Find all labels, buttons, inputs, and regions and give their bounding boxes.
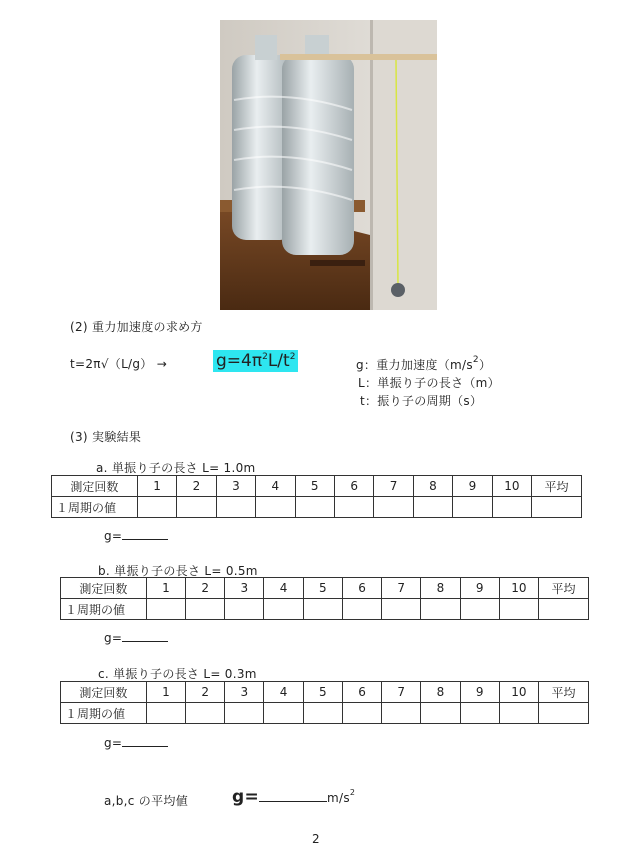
value-cell[interactable] — [382, 703, 421, 724]
average-cell[interactable] — [539, 599, 589, 620]
value-cell[interactable] — [499, 599, 538, 620]
table-header-row — [52, 476, 582, 497]
legend-L: L：単振り子の長さ（m） — [358, 376, 500, 390]
legend-g-close: ） — [478, 358, 492, 372]
average-cell[interactable] — [539, 703, 589, 724]
value-cell[interactable] — [216, 497, 255, 518]
table-c-g — [104, 736, 168, 750]
header-cell: 2 — [186, 578, 225, 599]
value-cell[interactable] — [186, 703, 225, 724]
value-cell[interactable] — [295, 497, 334, 518]
header-cell: 測定回数 — [61, 578, 147, 599]
table-header-row — [61, 578, 589, 599]
results-table-a — [51, 475, 582, 518]
formula-exponent: 2 — [262, 352, 268, 362]
header-cell: 5 — [303, 578, 342, 599]
header-cell: 3 — [225, 578, 264, 599]
section2-heading: (2) 重力加速度の求め方 — [70, 320, 203, 334]
header-cell: 3 — [225, 682, 264, 703]
header-cell: 7 — [382, 578, 421, 599]
g-label: g= — [104, 529, 123, 543]
pendulum-photo — [220, 20, 437, 310]
row-label: １周期の値 — [61, 599, 147, 620]
value-cell[interactable] — [264, 599, 303, 620]
value-cell[interactable] — [342, 599, 381, 620]
value-cell[interactable] — [421, 599, 460, 620]
legend-g — [356, 356, 491, 373]
table-row — [61, 703, 589, 724]
gravity-formula-highlight — [213, 350, 298, 372]
section3-heading: (3) 実験結果 — [70, 430, 142, 444]
value-cell[interactable] — [460, 703, 499, 724]
table-header-row — [61, 682, 589, 703]
legend-g-exponent: 2 — [472, 355, 479, 365]
table-a-caption: a. 単振り子の長さ L= 1.0m — [96, 461, 256, 475]
header-cell: 測定回数 — [52, 476, 138, 497]
value-cell[interactable] — [492, 497, 531, 518]
header-cell: 8 — [421, 578, 460, 599]
header-cell: 10 — [492, 476, 531, 497]
value-cell[interactable] — [421, 703, 460, 724]
row-label: １周期の値 — [52, 497, 138, 518]
value-cell[interactable] — [303, 599, 342, 620]
g-label: g= — [104, 631, 123, 645]
g-answer-blank[interactable] — [122, 641, 168, 642]
page-number: 2 — [312, 832, 320, 846]
header-cell: 2 — [177, 476, 216, 497]
average-g-blank[interactable] — [259, 801, 327, 802]
value-cell[interactable] — [225, 599, 264, 620]
table-c-caption: c. 単振り子の長さ L= 0.3m — [98, 667, 257, 681]
header-cell: 10 — [499, 682, 538, 703]
value-cell[interactable] — [146, 599, 185, 620]
results-table-b — [60, 577, 589, 620]
value-cell[interactable] — [342, 703, 381, 724]
header-cell: 7 — [374, 476, 413, 497]
average-label: a,b,c の平均値 — [104, 794, 189, 808]
value-cell[interactable] — [256, 497, 295, 518]
value-cell[interactable] — [382, 599, 421, 620]
formula-part: g=4π — [216, 351, 263, 371]
value-cell[interactable] — [460, 599, 499, 620]
table-b-caption: b. 単振り子の長さ L= 0.5m — [98, 564, 258, 578]
header-cell: 10 — [499, 578, 538, 599]
header-cell: 3 — [216, 476, 255, 497]
header-cell: 5 — [303, 682, 342, 703]
header-cell: 4 — [256, 476, 295, 497]
header-cell: 6 — [334, 476, 373, 497]
header-cell: 8 — [421, 682, 460, 703]
value-cell[interactable] — [186, 599, 225, 620]
value-cell[interactable] — [499, 703, 538, 724]
g-answer-blank[interactable] — [122, 539, 168, 540]
header-cell: 4 — [264, 578, 303, 599]
header-cell: 測定回数 — [61, 682, 147, 703]
value-cell[interactable] — [225, 703, 264, 724]
table-a-g — [104, 529, 168, 543]
formula-exponent: 2 — [289, 352, 296, 362]
header-cell: 1 — [137, 476, 176, 497]
header-cell: 8 — [413, 476, 452, 497]
value-cell[interactable] — [264, 703, 303, 724]
header-cell: 9 — [460, 682, 499, 703]
header-cell: 9 — [453, 476, 492, 497]
header-cell: 1 — [146, 682, 185, 703]
value-cell[interactable] — [177, 497, 216, 518]
average-unit-exponent: 2 — [349, 788, 356, 797]
row-label: １周期の値 — [61, 703, 147, 724]
value-cell[interactable] — [453, 497, 492, 518]
g-answer-blank[interactable] — [122, 746, 168, 747]
average-cell[interactable] — [532, 497, 582, 518]
header-cell: 平均 — [539, 682, 589, 703]
header-cell: 7 — [382, 682, 421, 703]
value-cell[interactable] — [137, 497, 176, 518]
results-table-c — [60, 681, 589, 724]
header-cell: 4 — [264, 682, 303, 703]
value-cell[interactable] — [413, 497, 452, 518]
header-cell: 6 — [342, 578, 381, 599]
header-cell: 6 — [342, 682, 381, 703]
header-cell: 平均 — [539, 578, 589, 599]
average-g-label: g= — [232, 787, 260, 807]
formula-part: L/t — [267, 351, 290, 371]
average-unit: m/s — [327, 791, 350, 805]
header-cell: 5 — [295, 476, 334, 497]
average-g — [232, 787, 355, 807]
g-label: g= — [104, 736, 123, 750]
value-cell[interactable] — [303, 703, 342, 724]
value-cell[interactable] — [374, 497, 413, 518]
table-row — [52, 497, 582, 518]
value-cell[interactable] — [334, 497, 373, 518]
header-cell: 2 — [186, 682, 225, 703]
header-cell: 平均 — [532, 476, 582, 497]
value-cell[interactable] — [146, 703, 185, 724]
header-cell: 9 — [460, 578, 499, 599]
legend-g-text: g：重力加速度（m/s — [356, 358, 473, 372]
table-row — [61, 599, 589, 620]
pendulum-period-formula: t=2π√（L/g） → — [70, 357, 168, 371]
legend-t: t：振り子の周期（s） — [360, 394, 483, 408]
header-cell: 1 — [146, 578, 185, 599]
table-b-g — [104, 631, 168, 645]
